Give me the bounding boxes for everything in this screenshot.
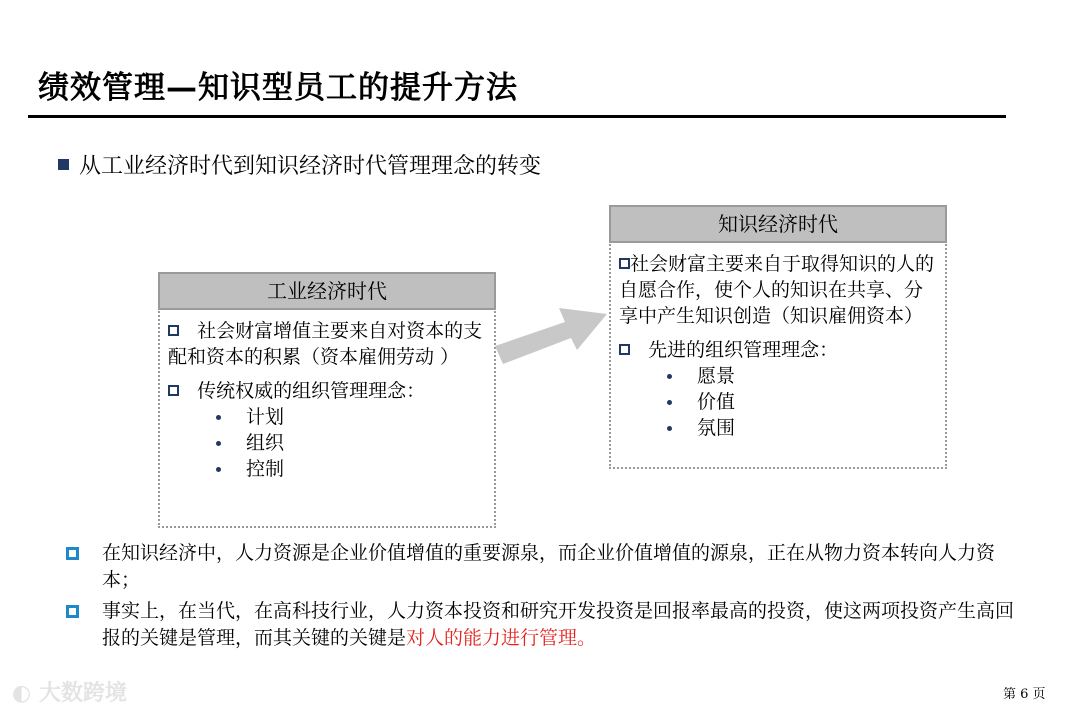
industrial-era-box xyxy=(158,272,496,528)
knowledge-bullet-list xyxy=(619,363,937,441)
industrial-bullet-list xyxy=(168,404,486,482)
knowledge-item-2-text: 先进的组织管理理念： xyxy=(648,339,839,361)
list-item: 控制 xyxy=(168,456,486,482)
list-item: 价值 xyxy=(619,389,937,415)
industrial-item-2 xyxy=(168,378,486,404)
knowledge-era-body xyxy=(611,243,945,441)
bottom-point-2 xyxy=(66,598,1016,652)
bottom-point-2-normal: 事实上，在当代，在高科技行业，人力资本投资和研究开发投资是回报率最高的投资，使这两项投资产生高回报的关键是管理，而其关键的关键是 xyxy=(102,600,1015,649)
section-heading xyxy=(58,152,541,182)
hollow-square-icon xyxy=(168,385,179,396)
list-item: 组织 xyxy=(168,430,486,456)
page-number: 第 6 页 xyxy=(1003,687,1046,702)
industrial-item-1 xyxy=(168,318,486,370)
list-item: 氛围 xyxy=(619,415,937,441)
knowledge-era-box xyxy=(609,205,947,469)
industrial-item-2-text: 传统权威的组织管理理念： xyxy=(197,380,426,402)
logo-icon: ◐ xyxy=(12,681,32,706)
watermark-text: 大数跨境 xyxy=(38,681,127,706)
industrial-era-body xyxy=(160,310,494,482)
title-divider xyxy=(28,115,1006,118)
hollow-square-icon xyxy=(168,325,179,336)
blue-square-bullet-icon xyxy=(66,547,79,560)
watermark-logo xyxy=(12,676,127,707)
list-item: 愿景 xyxy=(619,363,937,389)
hollow-square-icon xyxy=(619,258,630,269)
industrial-item-1-text: 社会财富增值主要来自对资本的支配和资本的积累（资本雇佣劳动 ） xyxy=(168,320,483,368)
knowledge-item-2 xyxy=(619,337,937,363)
knowledge-item-1 xyxy=(619,251,937,329)
bottom-point-2-highlight: 对人的能力进行管理。 xyxy=(406,627,597,649)
knowledge-item-1-text: 社会财富主要来自于取得知识的人的自愿合作，使个人的知识在共享、分享中产生知识创造（知识雇佣资本） xyxy=(619,253,935,327)
bottom-point-2-text xyxy=(66,598,1016,652)
section-heading-text: 从工业经济时代到知识经济时代管理理念的转变 xyxy=(79,154,542,179)
industrial-era-header: 工业经济时代 xyxy=(158,272,496,310)
bottom-point-1 xyxy=(66,540,1016,594)
blue-square-bullet-icon xyxy=(66,605,79,618)
square-bullet-icon xyxy=(58,159,69,170)
list-item: 计划 xyxy=(168,404,486,430)
bottom-point-1-text: 在知识经济中，人力资源是企业价值增值的重要源泉，而企业价值增值的源泉，正在从物力资本转向人力资本； xyxy=(102,542,996,591)
slide-title: 绩效管理—知识型员工的提升方法 xyxy=(38,70,518,106)
transition-arrow-icon xyxy=(495,300,607,372)
knowledge-era-header: 知识经济时代 xyxy=(609,205,947,243)
hollow-square-icon xyxy=(619,344,630,355)
